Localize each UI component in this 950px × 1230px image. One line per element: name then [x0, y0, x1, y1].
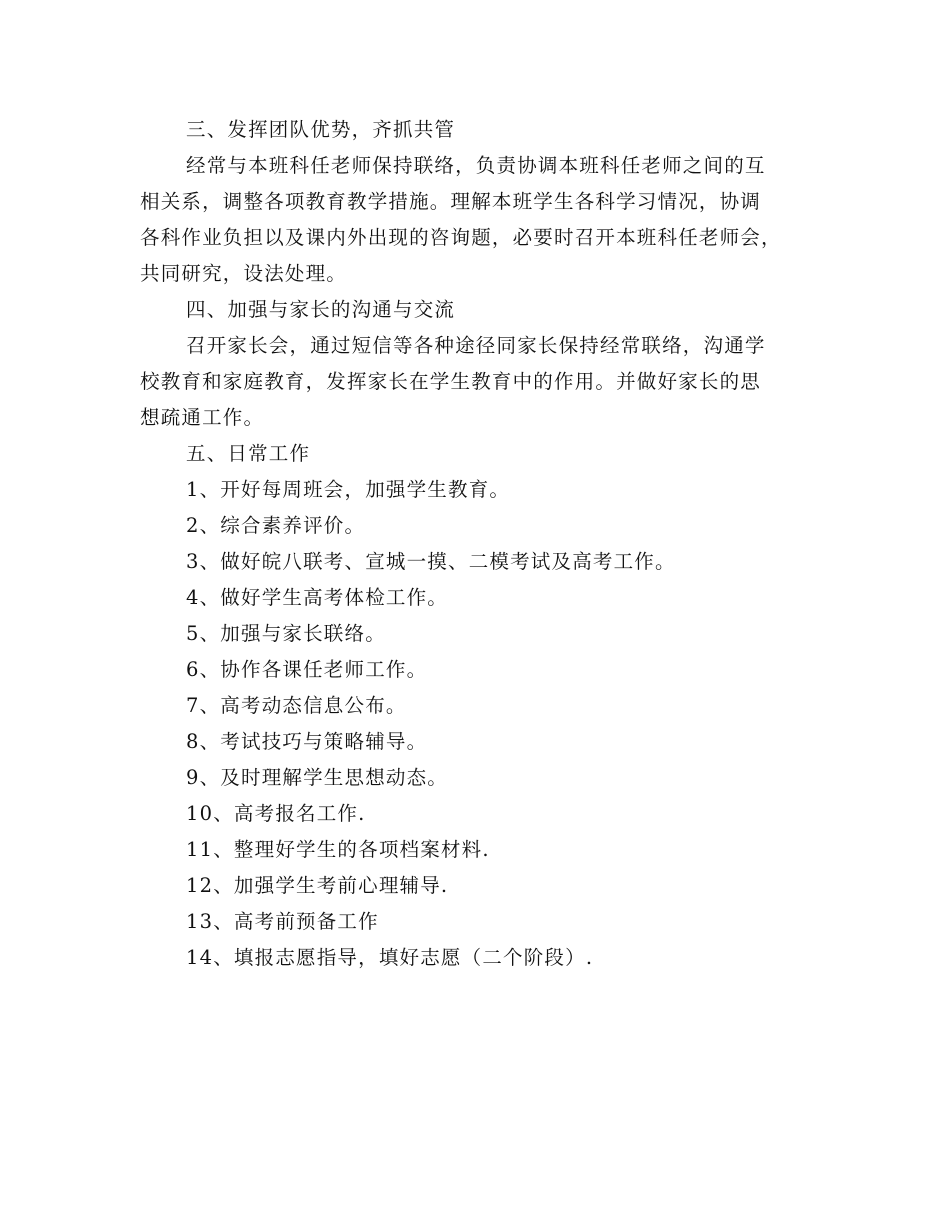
list-item: 12、加强学生考前心理辅导.	[186, 874, 449, 897]
paragraph-line: 校教育和家庭教育，发挥家长在学生教育中的作用。并做好家长的思	[140, 370, 762, 393]
list-item: 11、整理好学生的各项档案材料.	[186, 838, 490, 861]
list-item: 8、考试技巧与策略辅导。	[186, 730, 428, 753]
list-item: 2、综合素养评价。	[186, 514, 366, 537]
list-item: 1、开好每周班会，加强学生教育。	[186, 478, 511, 501]
list-item: 7、高考动态信息公布。	[186, 694, 407, 717]
paragraph-line: 召开家长会，通过短信等各种途径同家长保持经常联络，沟通学	[186, 334, 766, 357]
list-item: 4、做好学生高考体检工作。	[186, 586, 449, 609]
list-item: 13、高考前预备工作	[186, 910, 379, 933]
paragraph-line: 共同研究，设法处理。	[140, 262, 348, 285]
list-item: 5、加强与家长联络。	[186, 622, 386, 645]
list-item: 10、高考报名工作.	[186, 802, 366, 825]
paragraph-line: 经常与本班科任老师保持联络，负责协调本班科任老师之间的互	[186, 154, 766, 177]
paragraph-line: 相关系，调整各项教育教学措施。理解本班学生各科学习情况，协调	[140, 190, 762, 213]
list-item: 3、做好皖八联考、宣城一摸、二模考试及高考工作。	[186, 550, 676, 573]
section-heading: 三、发挥团队优势，齐抓共管	[186, 118, 456, 141]
paragraph-line: 各科作业负担以及课内外出现的咨询题，必要时召开本班科任老师会，	[140, 226, 782, 249]
list-item: 14、填报志愿指导，填好志愿（二个阶段）.	[186, 946, 594, 969]
section-heading: 四、加强与家长的沟通与交流	[186, 298, 456, 321]
list-item: 9、及时理解学生思想动态。	[186, 766, 449, 789]
section-heading: 五、日常工作	[186, 442, 311, 465]
paragraph-line: 想疏通工作。	[140, 406, 265, 429]
list-item: 6、协作各课任老师工作。	[186, 658, 428, 681]
